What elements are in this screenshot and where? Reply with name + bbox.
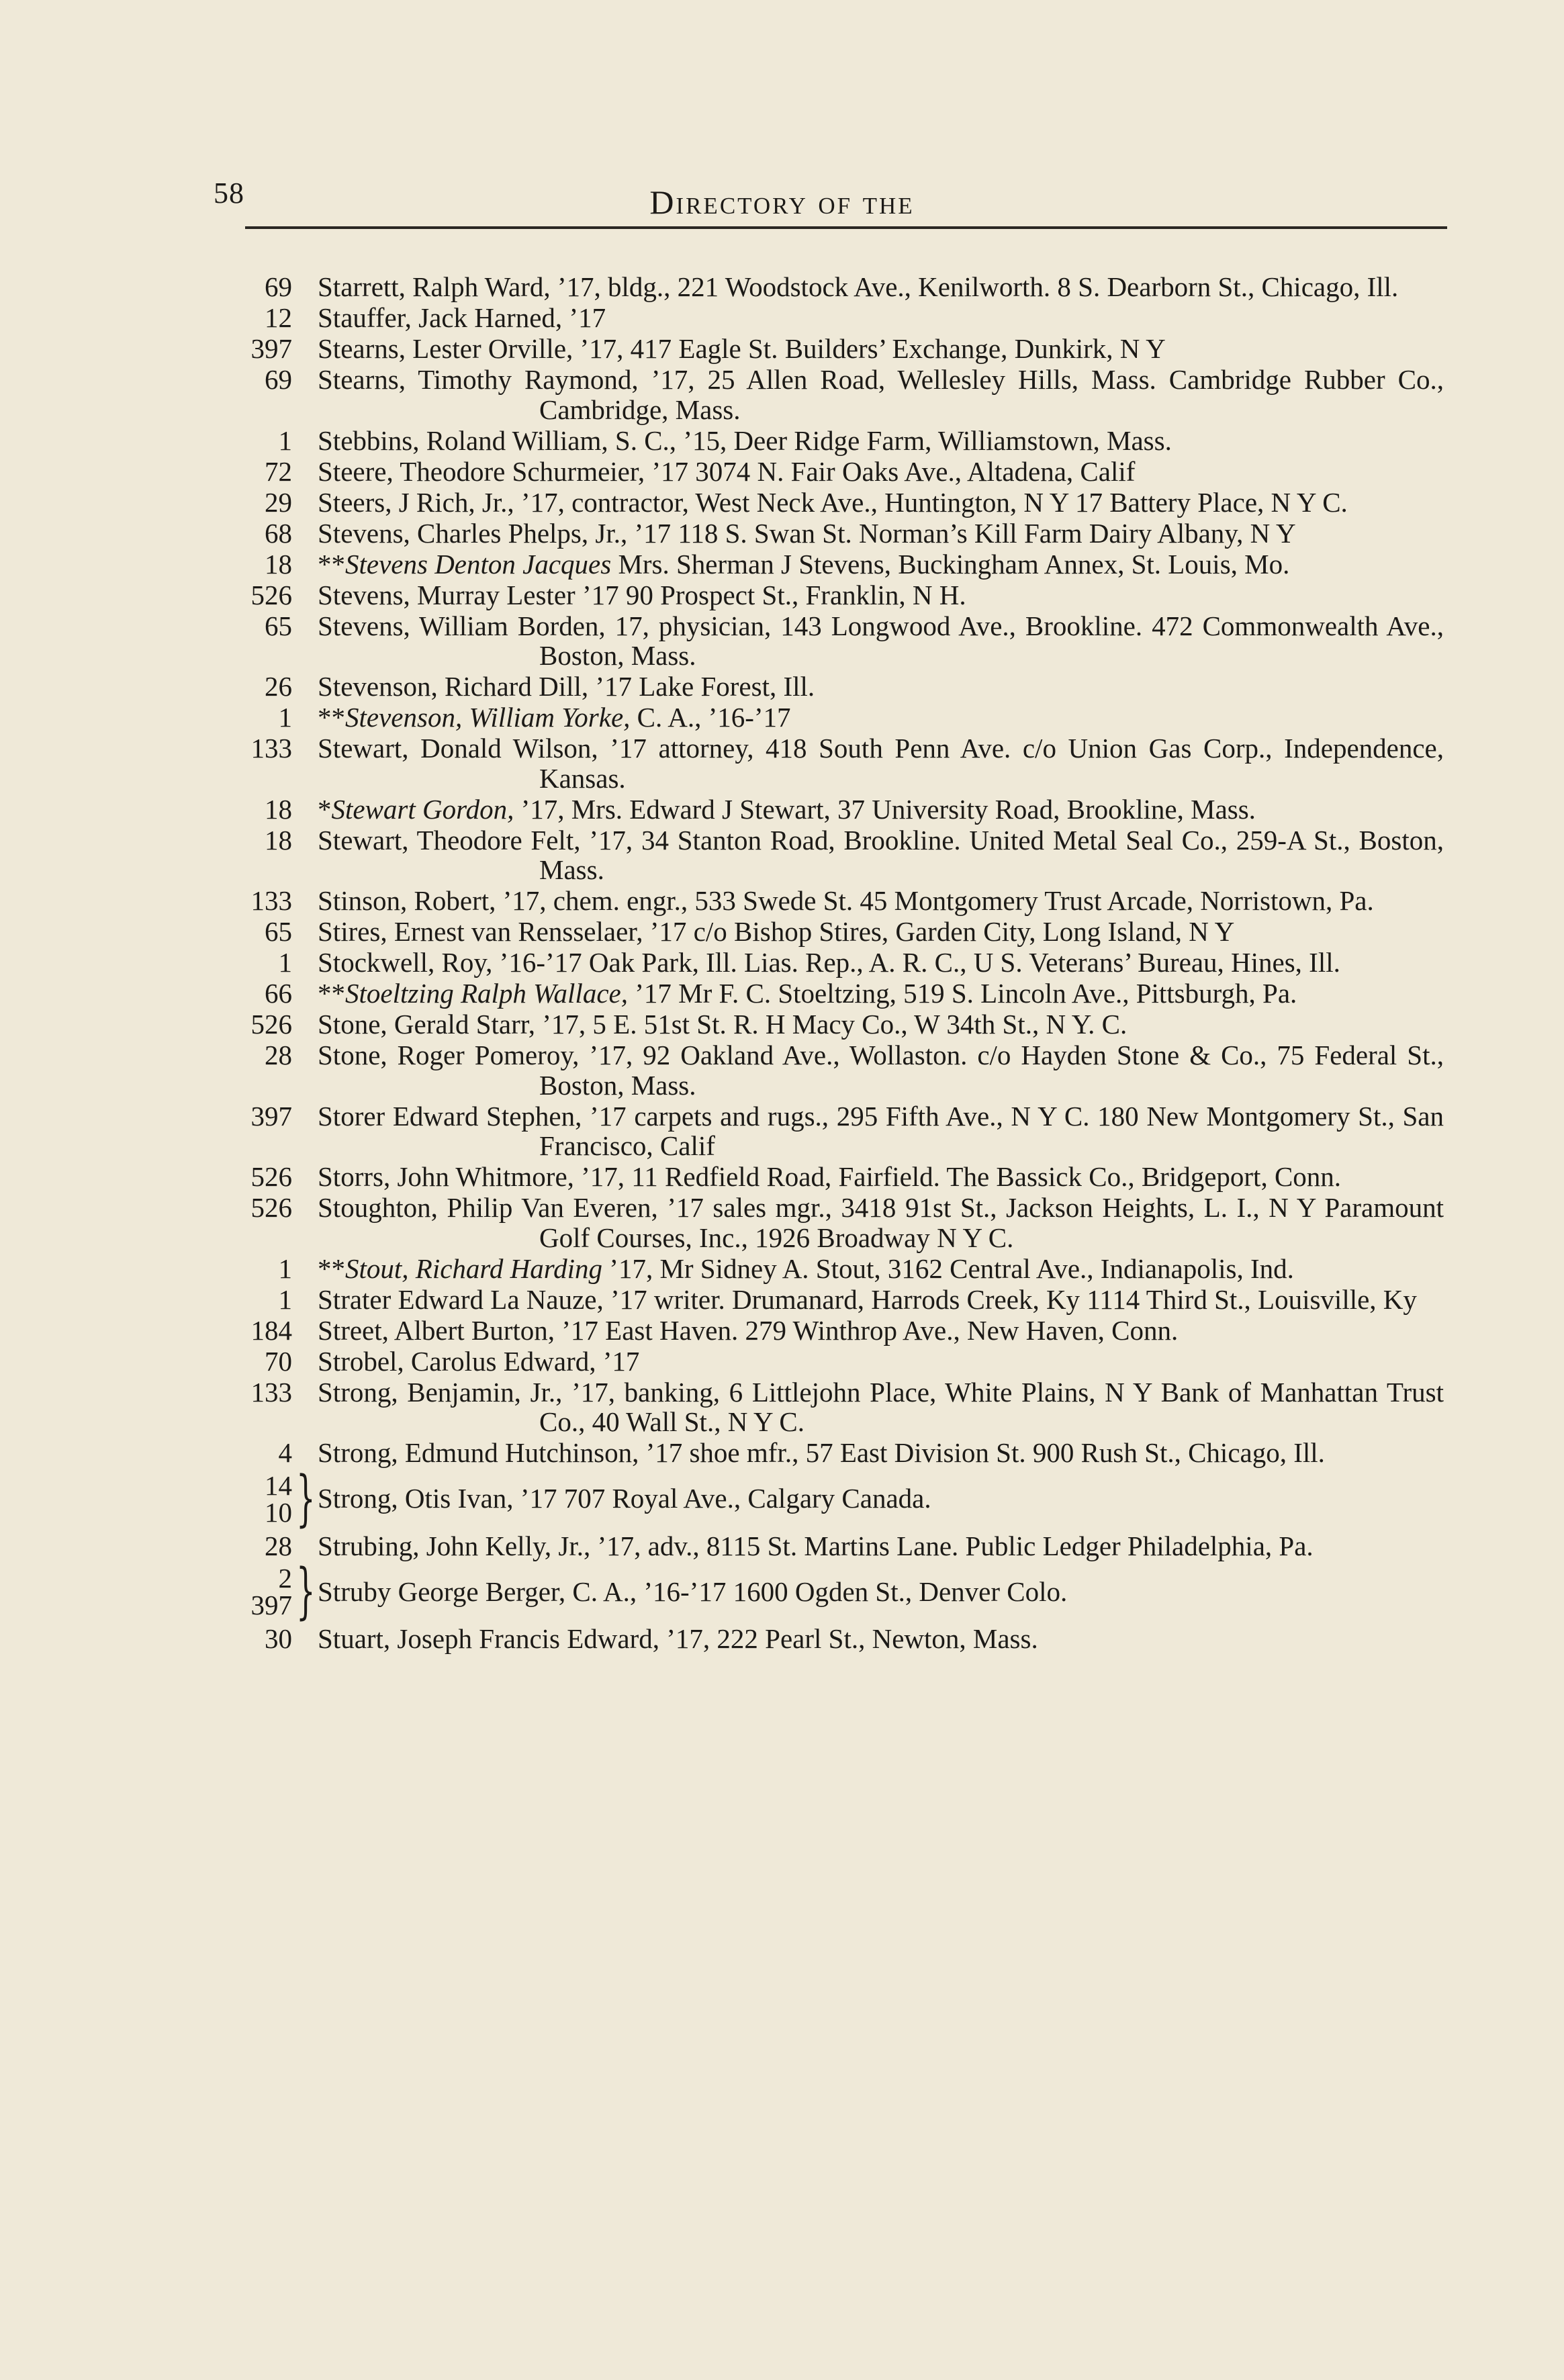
entry-details: Stauffer, Jack Harned, ’17 xyxy=(318,302,606,333)
entry-text xyxy=(318,1254,1444,1284)
entry-number: 1 xyxy=(278,1283,292,1315)
entry-text xyxy=(318,1009,1444,1040)
directory-entry-bracketed xyxy=(228,1463,1444,1534)
running-head: Directory of the xyxy=(649,183,915,221)
deceased-marker: ** xyxy=(318,1252,345,1284)
directory-entry xyxy=(228,426,1444,456)
entry-name-italic: Stevenson, William Yorke, xyxy=(345,702,631,733)
entry-details: Stevenson, Richard Dill, ’17 Lake Forest, Ill. xyxy=(318,671,815,702)
entry-number: 65 xyxy=(265,916,292,947)
directory-entry xyxy=(228,1254,1444,1284)
directory-entry xyxy=(228,1040,1444,1100)
entry-text xyxy=(318,733,1444,793)
entry-text xyxy=(318,303,1444,333)
entry-text xyxy=(318,917,1444,947)
entry-text xyxy=(318,488,1444,518)
entry-text xyxy=(318,886,1444,916)
directory-entry xyxy=(228,1193,1444,1252)
entry-text xyxy=(318,426,1444,456)
entry-number: 14 xyxy=(265,1469,292,1501)
entry-number: 28 xyxy=(265,1530,292,1561)
entry-text xyxy=(318,457,1444,487)
entry-number: 18 xyxy=(265,548,292,580)
entry-number: 526 xyxy=(250,1192,292,1223)
entry-number: 65 xyxy=(265,610,292,641)
entry-text xyxy=(318,702,1444,733)
entry-number: 66 xyxy=(265,978,292,1009)
entry-details: Stearns, Lester Orville, ’17, 417 Eagle St. Builders’ Exchange, Dunkirk, N Y xyxy=(318,333,1166,364)
directory-entry xyxy=(228,733,1444,793)
entry-number: 69 xyxy=(265,271,292,302)
directory-entry xyxy=(228,272,1444,302)
entry-number: 397 xyxy=(250,1100,292,1132)
directory-entry xyxy=(228,886,1444,916)
directory-entry-bracketed xyxy=(228,1556,1444,1627)
entry-details: Stockwell, Roy, ’16-’17 Oak Park, Ill. Lias. Rep., A. R. C., U S. Veterans’ Bureau, Hines, Ill. xyxy=(318,947,1340,978)
entry-text xyxy=(318,272,1444,302)
entry-number: 1 xyxy=(278,947,292,978)
deceased-marker: ** xyxy=(318,548,345,580)
entry-details: Storer Edward Stephen, ’17 carpets and rugs., 295 Fifth Ave., N Y C. 180 New Montgomery St., San Francisco, Calif xyxy=(318,1100,1444,1161)
entry-number: 526 xyxy=(250,1161,292,1192)
entry-number: 1 xyxy=(278,1252,292,1284)
directory-entry xyxy=(228,457,1444,487)
directory-entry xyxy=(228,1377,1444,1437)
entry-text xyxy=(318,1438,1444,1468)
entry-details: Stone, Roger Pomeroy, ’17, 92 Oakland Ave., Wollaston. c/o Hayden Stone & Co., 75 Federal St., Boston, Mass. xyxy=(318,1040,1444,1101)
directory-entry xyxy=(228,580,1444,610)
entry-details: Mrs. Sherman J Stevens, Buckingham Annex, St. Louis, Mo. xyxy=(611,548,1290,580)
directory-entry xyxy=(228,518,1444,549)
entry-details: Strong, Benjamin, Jr., ’17, banking, 6 Littlejohn Place, White Plains, N Y Bank of Manhattan Trust Co., 40 Wall St., N Y C. xyxy=(318,1376,1444,1437)
entry-number: 72 xyxy=(265,455,292,487)
entry-number: 29 xyxy=(265,486,292,518)
entry-text xyxy=(318,1285,1444,1315)
entry-number: 30 xyxy=(265,1623,292,1654)
entry-name-italic: Stout, Richard Harding xyxy=(345,1252,603,1284)
directory-entry xyxy=(228,825,1444,885)
entry-details: Storrs, John Whitmore, ’17, 11 Redfield Road, Fairfield. The Bassick Co., Bridgeport, Conn. xyxy=(318,1161,1342,1192)
entry-text xyxy=(318,365,1444,424)
directory-entries xyxy=(228,272,1444,1655)
entry-details: Steers, J Rich, Jr., ’17, contractor, West Neck Ave., Huntington, N Y 17 Battery Place, N Y C. xyxy=(318,486,1348,518)
entry-number: 12 xyxy=(265,302,292,333)
entry-details: ’17, Mrs. Edward J Stewart, 37 University Road, Brookline, Mass. xyxy=(514,793,1256,825)
entry-text xyxy=(318,549,1444,580)
entry-number: 184 xyxy=(250,1314,292,1346)
directory-entry xyxy=(228,549,1444,580)
entry-number: 69 xyxy=(265,364,292,395)
entry-text xyxy=(318,518,1444,549)
entry-text xyxy=(318,1101,1444,1161)
entry-number: 397 xyxy=(250,1590,292,1620)
entry-details: Strater Edward La Nauze, ’17 writer. Drumanard, Harrods Creek, Ky 1114 Third St., Louisville, Ky xyxy=(318,1283,1417,1315)
directory-entry xyxy=(228,1101,1444,1161)
entry-details: Stires, Ernest van Rensselaer, ’17 c/o Bishop Stires, Garden City, Long Island, N Y xyxy=(318,916,1235,947)
directory-entry xyxy=(228,917,1444,947)
entry-number: 526 xyxy=(250,1009,292,1040)
entry-details: Stewart, Donald Wilson, ’17 attorney, 418 South Penn Ave. c/o Union Gas Corp., Independence, Kansas. xyxy=(318,733,1444,794)
entry-text xyxy=(318,978,1444,1009)
entry-text xyxy=(318,1040,1444,1100)
entry-numbers xyxy=(228,1565,296,1618)
entry-number: 2 xyxy=(278,1563,292,1594)
entry-number: 18 xyxy=(265,824,292,856)
entry-details: Stevens, William Borden, 17, physician, 143 Longwood Ave., Brookline. 472 Commonwealth Ave., Boston, Mass. xyxy=(318,610,1444,671)
directory-entry xyxy=(228,702,1444,733)
entry-details: Strong, Edmund Hutchinson, ’17 shoe mfr., 57 East Division St. 900 Rush St., Chicago, Ill. xyxy=(318,1437,1325,1468)
entry-text xyxy=(318,611,1444,671)
entry-details: Steere, Theodore Schurmeier, ’17 3074 N. Fair Oaks Ave., Altadena, Calif xyxy=(318,455,1136,487)
entry-details: Starrett, Ralph Ward, ’17, bldg., 221 Woodstock Ave., Kenilworth. 8 S. Dearborn St., Chicago, Ill. xyxy=(318,271,1399,302)
entry-details: Strobel, Carolus Edward, ’17 xyxy=(318,1345,640,1377)
directory-entry xyxy=(228,303,1444,333)
entry-number: 10 xyxy=(265,1496,292,1528)
header-rule xyxy=(245,226,1447,229)
entry-number: 133 xyxy=(250,885,292,916)
directory-entry xyxy=(228,1346,1444,1377)
entry-text: Stuart, Joseph Francis Edward, ’17, 222 Pearl St., Newton, Mass. xyxy=(318,1623,1038,1654)
entry-number: 70 xyxy=(265,1345,292,1377)
entry-number: 18 xyxy=(265,793,292,825)
entry-number: 397 xyxy=(250,333,292,364)
page-number: 58 xyxy=(214,177,244,210)
directory-entry xyxy=(228,1531,1444,1561)
directory-entry xyxy=(228,672,1444,702)
entry-details: C. A., ’16-’17 xyxy=(630,702,791,733)
entry-text xyxy=(318,825,1444,885)
entry-text xyxy=(318,1346,1444,1377)
entry-details: Street, Albert Burton, ’17 East Haven. 279 Winthrop Ave., New Haven, Conn. xyxy=(318,1314,1179,1346)
entry-details: Stinson, Robert, ’17, chem. engr., 533 Swede St. 45 Montgomery Trust Arcade, Norristown, Pa. xyxy=(318,885,1374,916)
entry-numbers xyxy=(228,1469,296,1528)
entry-details: ’17 Mr F. C. Stoeltzing, 519 S. Lincoln Ave., Pittsburgh, Pa. xyxy=(627,978,1297,1009)
directory-entry xyxy=(228,794,1444,825)
entry-name-italic: Stoeltzing Ralph Wallace, xyxy=(345,978,628,1009)
directory-entry xyxy=(228,611,1444,671)
entry-details: Stevens, Charles Phelps, Jr., ’17 118 S. Swan St. Norman’s Kill Farm Dairy Albany, N Y xyxy=(318,517,1296,549)
entry-number: 28 xyxy=(265,1040,292,1070)
directory-entry xyxy=(228,1438,1444,1468)
entry-text xyxy=(318,334,1444,364)
deceased-marker: ** xyxy=(318,702,345,733)
entry-details: ’17, Mr Sidney A. Stout, 3162 Central Ave., Indianapolis, Ind. xyxy=(602,1252,1294,1284)
entry-text xyxy=(318,948,1444,978)
entry-number: 1 xyxy=(278,424,292,456)
directory-entry xyxy=(228,1316,1444,1346)
entry-number: 4 xyxy=(278,1437,292,1468)
deceased-marker: * xyxy=(318,793,332,825)
entry-text xyxy=(318,1377,1444,1437)
entry-number: 133 xyxy=(250,733,292,764)
brace-icon: } xyxy=(296,1463,316,1534)
directory-entry xyxy=(228,948,1444,978)
entry-name-italic: Stevens Denton Jacques xyxy=(345,548,612,580)
entry-text xyxy=(318,1193,1444,1252)
entry-number: 26 xyxy=(265,671,292,702)
entry-number: 133 xyxy=(250,1376,292,1408)
directory-entry xyxy=(228,1162,1444,1192)
entry-number: 1 xyxy=(278,702,292,733)
entry-list xyxy=(228,272,1444,1468)
entry-details: Stewart, Theodore Felt, ’17, 34 Stanton Road, Brookline. United Metal Seal Co., 259-A St., Boston, Mass. xyxy=(318,824,1444,885)
entry-number: 68 xyxy=(265,517,292,549)
entry-text xyxy=(318,1162,1444,1192)
brace-icon: } xyxy=(296,1556,316,1627)
directory-entry xyxy=(228,488,1444,518)
entry-text xyxy=(318,1316,1444,1346)
entry-details: Stearns, Timothy Raymond, ’17, 25 Allen Road, Wellesley Hills, Mass. Cambridge Rubber Co., Cambridge, Mass. xyxy=(318,364,1444,425)
entry-name-italic: Stewart Gordon, xyxy=(331,793,514,825)
entry-text xyxy=(318,672,1444,702)
entry-details: Stebbins, Roland William, S. C., ’15, Deer Ridge Farm, Williamstown, Mass. xyxy=(318,424,1172,456)
entry-text: Struby George Berger, C. A., ’16-’17 1600 Ogden St., Denver Colo. xyxy=(318,1575,1068,1607)
entry-text: Strubing, John Kelly, Jr., ’17, adv., 8115 St. Martins Lane. Public Ledger Philadelphia, Pa. xyxy=(318,1530,1314,1561)
directory-entry xyxy=(228,1009,1444,1040)
entry-details: Stevens, Murray Lester ’17 90 Prospect St., Franklin, N H. xyxy=(318,579,966,610)
entry-number: 526 xyxy=(250,579,292,610)
entry-details: Stoughton, Philip Van Everen, ’17 sales mgr., 3418 91st St., Jackson Heights, L. I., N Y Paramount Golf Courses, Inc., 1926 Broadway N Y C. xyxy=(318,1192,1444,1253)
deceased-marker: ** xyxy=(318,978,345,1009)
entry-text xyxy=(318,580,1444,610)
directory-entry xyxy=(228,1285,1444,1315)
entry-text xyxy=(318,794,1444,825)
directory-entry xyxy=(228,365,1444,424)
entry-text: Strong, Otis Ivan, ’17 707 Royal Ave., Calgary Canada. xyxy=(318,1483,931,1514)
directory-entry xyxy=(228,334,1444,364)
directory-entry xyxy=(228,1624,1444,1654)
entry-details: Stone, Gerald Starr, ’17, 5 E. 51st St. R. H Macy Co., W 34th St., N Y. C. xyxy=(318,1009,1128,1040)
directory-entry xyxy=(228,978,1444,1009)
